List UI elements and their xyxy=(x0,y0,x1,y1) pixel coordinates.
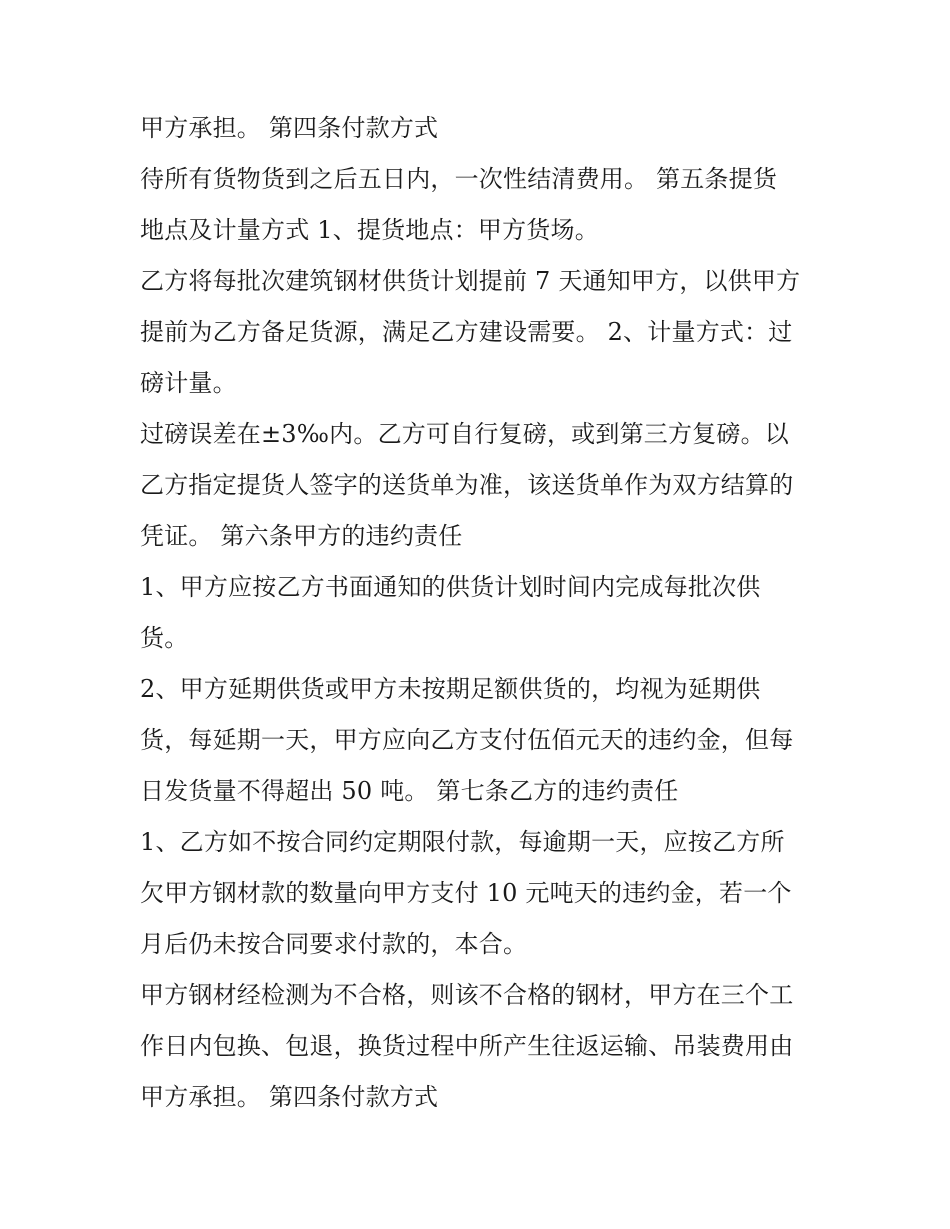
text-line: 货。 xyxy=(140,624,189,652)
text-line: 月后仍未按合同要求付款的，本合。 xyxy=(140,930,528,958)
text-line: 1、乙方如不按合同约定期限付款，每逾期一天，应按乙方所 xyxy=(140,828,785,856)
text-line: 2、甲方延期供货或甲方未按期足额供货的，均视为延期供 xyxy=(140,675,761,703)
text-line: 乙方指定提货人签字的送货单为准，该送货单作为双方结算的 xyxy=(140,471,794,499)
text-line: 待所有货物货到之后五日内，一次性结清费用。 第五条提货 xyxy=(140,165,778,193)
text-line: 过磅误差在±3‰内。乙方可自行复磅，或到第三方复磅。以 xyxy=(140,420,789,448)
text-line: 乙方将每批次建筑钢材供货计划提前 7 天通知甲方，以供甲方 xyxy=(140,267,801,295)
text-line: 甲方承担。 第四条付款方式 xyxy=(140,114,439,142)
text-line: 作日内包换、包退，换货过程中所产生往返运输、吊装费用由 xyxy=(140,1032,794,1060)
text-line: 货，每延期一天，甲方应向乙方支付伍佰元天的违约金，但每 xyxy=(140,726,794,754)
text-line: 凭证。 第六条甲方的违约责任 xyxy=(140,522,463,550)
text-line: 1、甲方应按乙方书面通知的供货计划时间内完成每批次供 xyxy=(140,573,761,601)
text-line: 日发货量不得超出 50 吨。 第七条乙方的违约责任 xyxy=(140,777,679,805)
text-line: 甲方承担。 第四条付款方式 xyxy=(140,1083,439,1111)
text-line: 磅计量。 xyxy=(140,369,237,397)
document-body xyxy=(140,103,820,1123)
text-line: 欠甲方钢材款的数量向甲方支付 10 元吨天的违约金，若一个 xyxy=(140,879,792,907)
text-line: 提前为乙方备足货源，满足乙方建设需要。 2、计量方式：过 xyxy=(140,318,793,346)
text-line: 地点及计量方式 1、提货地点：甲方货场。 xyxy=(140,216,599,244)
text-line: 甲方钢材经检测为不合格，则该不合格的钢材，甲方在三个工 xyxy=(140,981,794,1009)
